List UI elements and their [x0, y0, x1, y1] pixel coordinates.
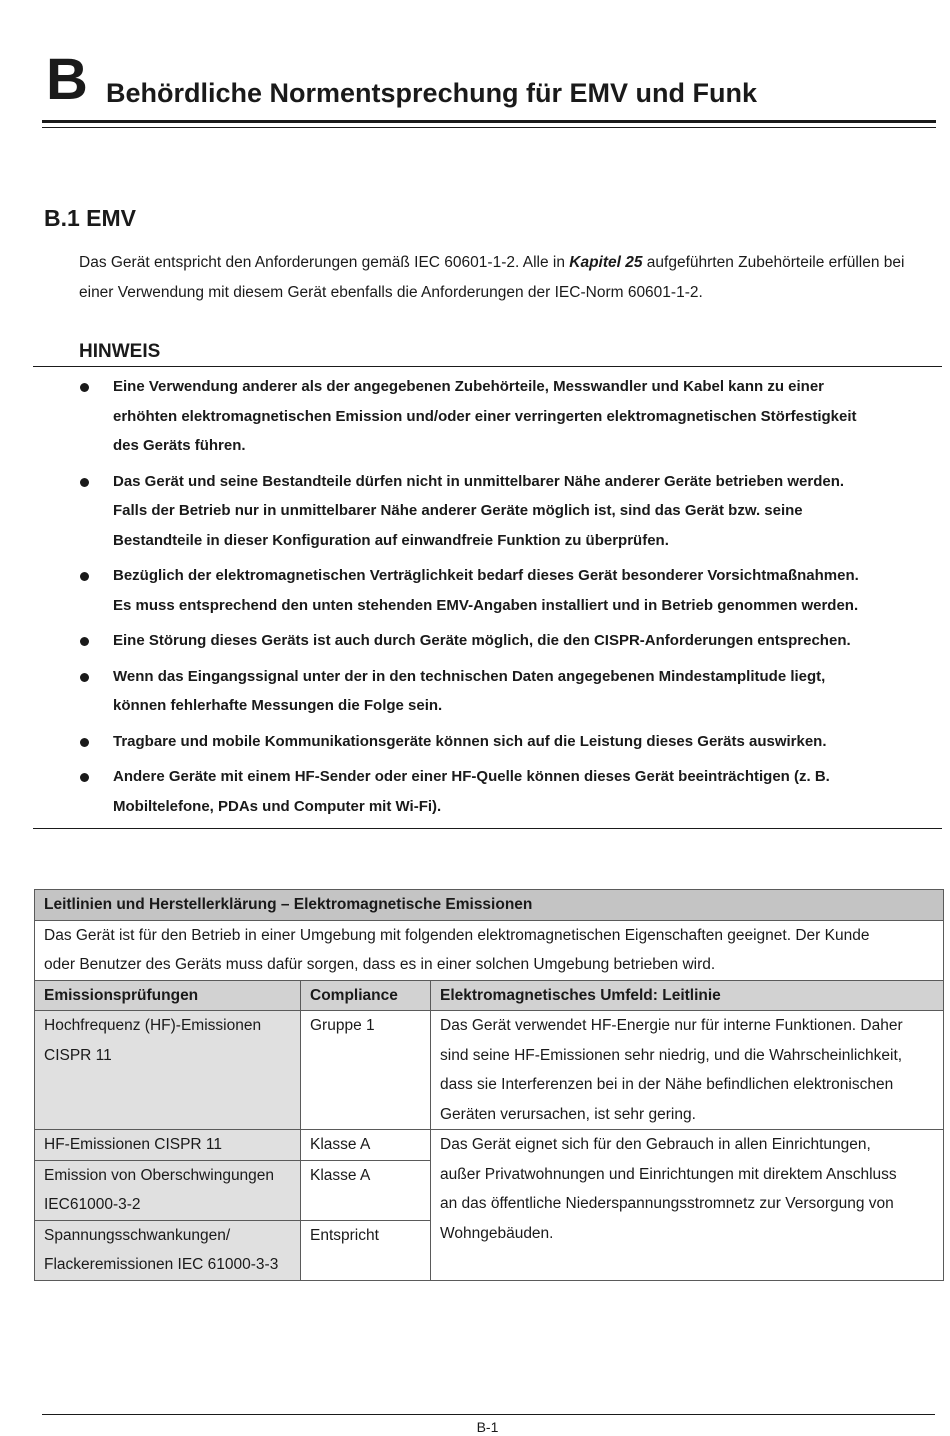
note-line: Das Gerät und seine Bestandteile dürfen nicht in unmittelbarer Nähe anderer Geräte betrieben werden.: [113, 472, 845, 490]
note-rule-top: [33, 366, 942, 367]
footer-rule: [42, 1414, 935, 1415]
chapter-rule-thin: [42, 127, 936, 128]
guidance-line: Wohngebäuden.: [440, 1224, 554, 1242]
column-header-compliance: Compliance: [301, 980, 431, 1011]
note-item: [33, 762, 933, 821]
note-line: Mobiltelefone, PDAs und Computer mit Wi-Fi).: [113, 797, 442, 815]
table-row: [35, 1130, 944, 1161]
test-line: Flackeremissionen IEC 61000-3-3: [44, 1256, 279, 1273]
intro-line-2: einer Verwendung mit diesem Gerät ebenfalls die Anforderungen der IEC-Norm 60601-1-2.: [79, 284, 703, 301]
note-line: erhöhten elektromagnetischen Emission und/oder einer verringerten elektromagnetischen Störfestigkeit: [113, 407, 857, 425]
test-line: Emission von Oberschwingungen: [44, 1166, 275, 1184]
note-line: des Geräts führen.: [113, 437, 246, 454]
note-line: Tragbare und mobile Kommunikationsgeräte können sich auf die Leistung dieses Geräts auswirken.: [113, 732, 827, 750]
table-description-row: [35, 920, 944, 980]
intro-text-before: Das Gerät entspricht den Anforderungen gemäß IEC 60601-1-2. Alle in: [79, 254, 570, 271]
guidance-line: Das Gerät verwendet HF-Energie nur für interne Funktionen. Daher: [440, 1017, 903, 1034]
table-header-row: [35, 980, 944, 1011]
note-item: [33, 372, 933, 461]
test-cell: [35, 1220, 301, 1280]
note-line: Eine Verwendung anderer als der angegebenen Zubehörteile, Messwandler und Kabel kann zu einer: [113, 378, 825, 395]
guidance-line: an das öffentliche Niederspannungsstromnetz zur Versorgung von: [440, 1195, 894, 1212]
guidance-line: dass sie Interferenzen bei in der Nähe befindlichen elektronischen: [440, 1076, 894, 1093]
bullet-icon: [80, 673, 89, 682]
table-title: Leitlinien und Herstellerklärung – Elektromagnetische Emissionen: [35, 890, 944, 921]
compliance-cell: Entspricht: [301, 1220, 431, 1280]
page-number: B-1: [476, 1419, 499, 1435]
test-line: HF-Emissionen CISPR 11: [44, 1136, 223, 1153]
chapter-letter: B: [46, 47, 88, 112]
note-item: [33, 626, 933, 656]
guidance-line: außer Privatwohnungen und Einrichtungen mit direktem Anschluss: [440, 1165, 897, 1183]
column-header-guidance: Elektromagnetisches Umfeld: Leitlinie: [431, 980, 944, 1011]
bullet-icon: [80, 383, 89, 392]
guidance-cell: [431, 1130, 944, 1281]
intro-line-1: [79, 248, 939, 278]
note-list: [33, 372, 933, 827]
bullet-icon: [80, 478, 89, 487]
note-line: Bestandteile in dieser Konfiguration auf einwandfreie Funktion zu überprüfen.: [113, 531, 669, 549]
table-row: [35, 1011, 944, 1130]
test-line: Hochfrequenz (HF)-Emissionen: [44, 1017, 262, 1034]
note-rule-bottom: [33, 828, 942, 829]
table-description: [35, 920, 944, 980]
test-line: Spannungsschwankungen/: [44, 1226, 231, 1244]
note-heading: HINWEIS: [79, 341, 161, 362]
bullet-icon: [80, 773, 89, 782]
description-line: Das Gerät ist für den Betrieb in einer Umgebung mit folgenden elektromagnetischen Eigenschaften geeignet. Der Kunde: [44, 926, 870, 944]
test-cell: [35, 1160, 301, 1220]
emissions-table: [34, 889, 944, 1281]
bullet-icon: [80, 637, 89, 646]
test-cell: [35, 1130, 301, 1161]
test-cell: [35, 1011, 301, 1130]
note-line: Falls der Betrieb nur in unmittelbarer Nähe anderer Geräte möglich ist, sind das Gerät bzw. seine: [113, 502, 803, 519]
chapter-title: Behördliche Normentsprechung für EMV und Funk: [106, 78, 758, 108]
chapter-reference: Kapitel 25: [569, 254, 643, 271]
note-item: [33, 467, 933, 556]
note-line: Wenn das Eingangssignal unter der in den technischen Daten angegebenen Mindestamplitude liegt,: [113, 667, 826, 685]
guidance-line: Geräten verursachen, ist sehr gering.: [440, 1105, 696, 1123]
note-line: Andere Geräte mit einem HF-Sender oder einer HF-Quelle können dieses Gerät beeinträchtigen (z. B.: [113, 768, 830, 785]
section-title: B.1 EMV: [44, 205, 137, 231]
note-line: Bezüglich der elektromagnetischen Verträglichkeit bedarf dieses Gerät besonderer Vorsichtmaßnahmen.: [113, 567, 859, 584]
bullet-icon: [80, 572, 89, 581]
note-item: [33, 561, 933, 620]
compliance-cell: Klasse A: [301, 1160, 431, 1220]
bullet-icon: [80, 738, 89, 747]
note-line: können fehlerhafte Messungen die Folge sein.: [113, 697, 443, 714]
note-line: Es muss entsprechend den unten stehenden EMV-Angaben installiert und in Betrieb genommen werden.: [113, 596, 859, 614]
column-header-test: Emissionsprüfungen: [35, 980, 301, 1011]
table-title-row: [35, 890, 944, 921]
note-item: [33, 662, 933, 721]
intro-text-after: aufgeführten Zubehörteile erfüllen bei: [642, 254, 905, 271]
test-line: CISPR 11: [44, 1046, 112, 1064]
section-intro: [79, 248, 939, 308]
guidance-line: Das Gerät eignet sich für den Gebrauch in allen Einrichtungen,: [440, 1136, 871, 1153]
note-line: Eine Störung dieses Geräts ist auch durch Geräte möglich, die den CISPR-Anforderungen entsprechen.: [113, 632, 851, 649]
compliance-cell: Klasse A: [301, 1130, 431, 1161]
guidance-cell: [431, 1011, 944, 1130]
test-line: IEC61000-3-2: [44, 1196, 141, 1213]
chapter-rule-thick: [42, 120, 936, 123]
note-item: [33, 727, 933, 757]
guidance-line: sind seine HF-Emissionen sehr niedrig, und die Wahrscheinlichkeit,: [440, 1046, 903, 1064]
description-line: oder Benutzer des Geräts muss dafür sorgen, dass es in einer solchen Umgebung betrieben wird.: [44, 956, 716, 973]
compliance-cell: Gruppe 1: [301, 1011, 431, 1130]
